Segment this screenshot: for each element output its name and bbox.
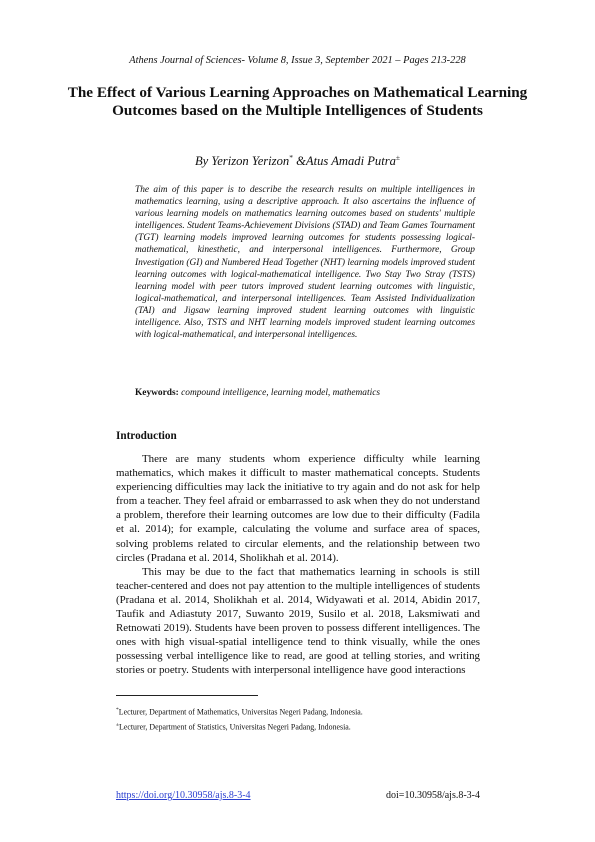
footnote-text: Lecturer, Department of Statistics, Universitas Negeri Padang, Indonesia. (119, 722, 351, 732)
author-2-footnote-mark: ± (395, 153, 401, 162)
page-footer (116, 790, 480, 801)
abstract: The aim of this paper is to describe the research results on multiple intelligences in mathematics learning, using a descriptive approach. It also ascertains the influence of various learning models on mathematics learning outcomes based on students' multiple intelligences. Student Teams-Achievement Divisions (STAD) and Team Games Tournament (TGT) learning models improved learning outcomes for students possessing logical-mathematical, kinesthetic, and interpersonal intelligences. Furthermore, Group Investigation (GI) and Numbered Head Together (NHT) learning models improved student learning outcomes with logical-mathematical intelligence. Two Stay Two Stray (TSTS) learning model with peer tutors improved student learning outcomes with linguistic, logical-mathematical, and interpersonal intelligences. Team Assisted Individualization (TAI) and Jigsaw learning improved student learning outcomes with linguistic intelligence. Also, TSTS and NHT learning models improved student learning outcomes with logical-mathematical, and interpersonal intelligences. (135, 185, 475, 341)
keywords-text: compound intelligence, learning model, mathematics (181, 388, 381, 398)
doi-text: doi=10.30958/ajs.8-3-4 (386, 790, 480, 801)
paper-title: The Effect of Various Learning Approaches on Mathematical Learning Outcomes based on the Multiple Intelligences of Students (67, 84, 528, 119)
doi-link[interactable]: https://doi.org/10.30958/ajs.8-3-4 (116, 790, 251, 801)
paragraph: There are many students whom experience difficulty while learning mathematics, which makes it difficult to master mathematical concepts. Students experiencing difficulties may lack the initiative to try again and do not ask for help from a teacher. They feel afraid or embarrassed to ask when they do not understand a problem, therefore their learning outcomes are low due to their difficulty (Fadila et al. 2014); for example, calculating the volume and surface area of spaces, solving problems related to circular elements, and the relationship between two circles (Pradana et al. 2014, Sholikhah et al. 2014). (116, 453, 480, 564)
author-separator: & (292, 154, 306, 169)
footnote (116, 719, 480, 734)
keywords-label: Keywords: (135, 388, 179, 398)
footnote (116, 704, 480, 719)
footnotes (116, 704, 480, 733)
keywords (135, 388, 475, 398)
author-1-name: By Yerizon Yerizon (194, 154, 290, 169)
author-1-footnote-mark: * (289, 153, 293, 162)
paragraph: This may be due to the fact that mathematics learning in schools is still teacher-centered and does not pay attention to the multiple intelligences of students (Pradana et al. 2014, Sholikhah et al. 2014, Widyawati et al. 2014, Abidin 2017, Taufik and Adiastuty 2017, Suwanto 2019, Susilo et al. 2018, Laksmiwati and Retnowati 2019). Students have been proven to possess different intelligences. The ones with high visual-spatial intelligence tend to think visually, while the ones possessing verbal intelligence like to read, are good at telling stories, and writing stories or poetry. Students with interpersonal intelligence have good interactions (116, 565, 480, 677)
footnote-text: Lecturer, Department of Mathematics, Universitas Negeri Padang, Indonesia. (118, 707, 363, 717)
footnote-mark: * (116, 707, 119, 713)
footnote-mark: ± (116, 721, 120, 728)
author-2-name: Atus Amadi Putra (305, 154, 396, 169)
author-line (0, 153, 595, 169)
footnote-divider (116, 695, 258, 696)
body-text (116, 452, 480, 678)
section-heading: Introduction (116, 430, 177, 442)
journal-header: Athens Journal of Sciences- Volume 8, Issue 3, September 2021 – Pages 213-228 (129, 55, 466, 66)
